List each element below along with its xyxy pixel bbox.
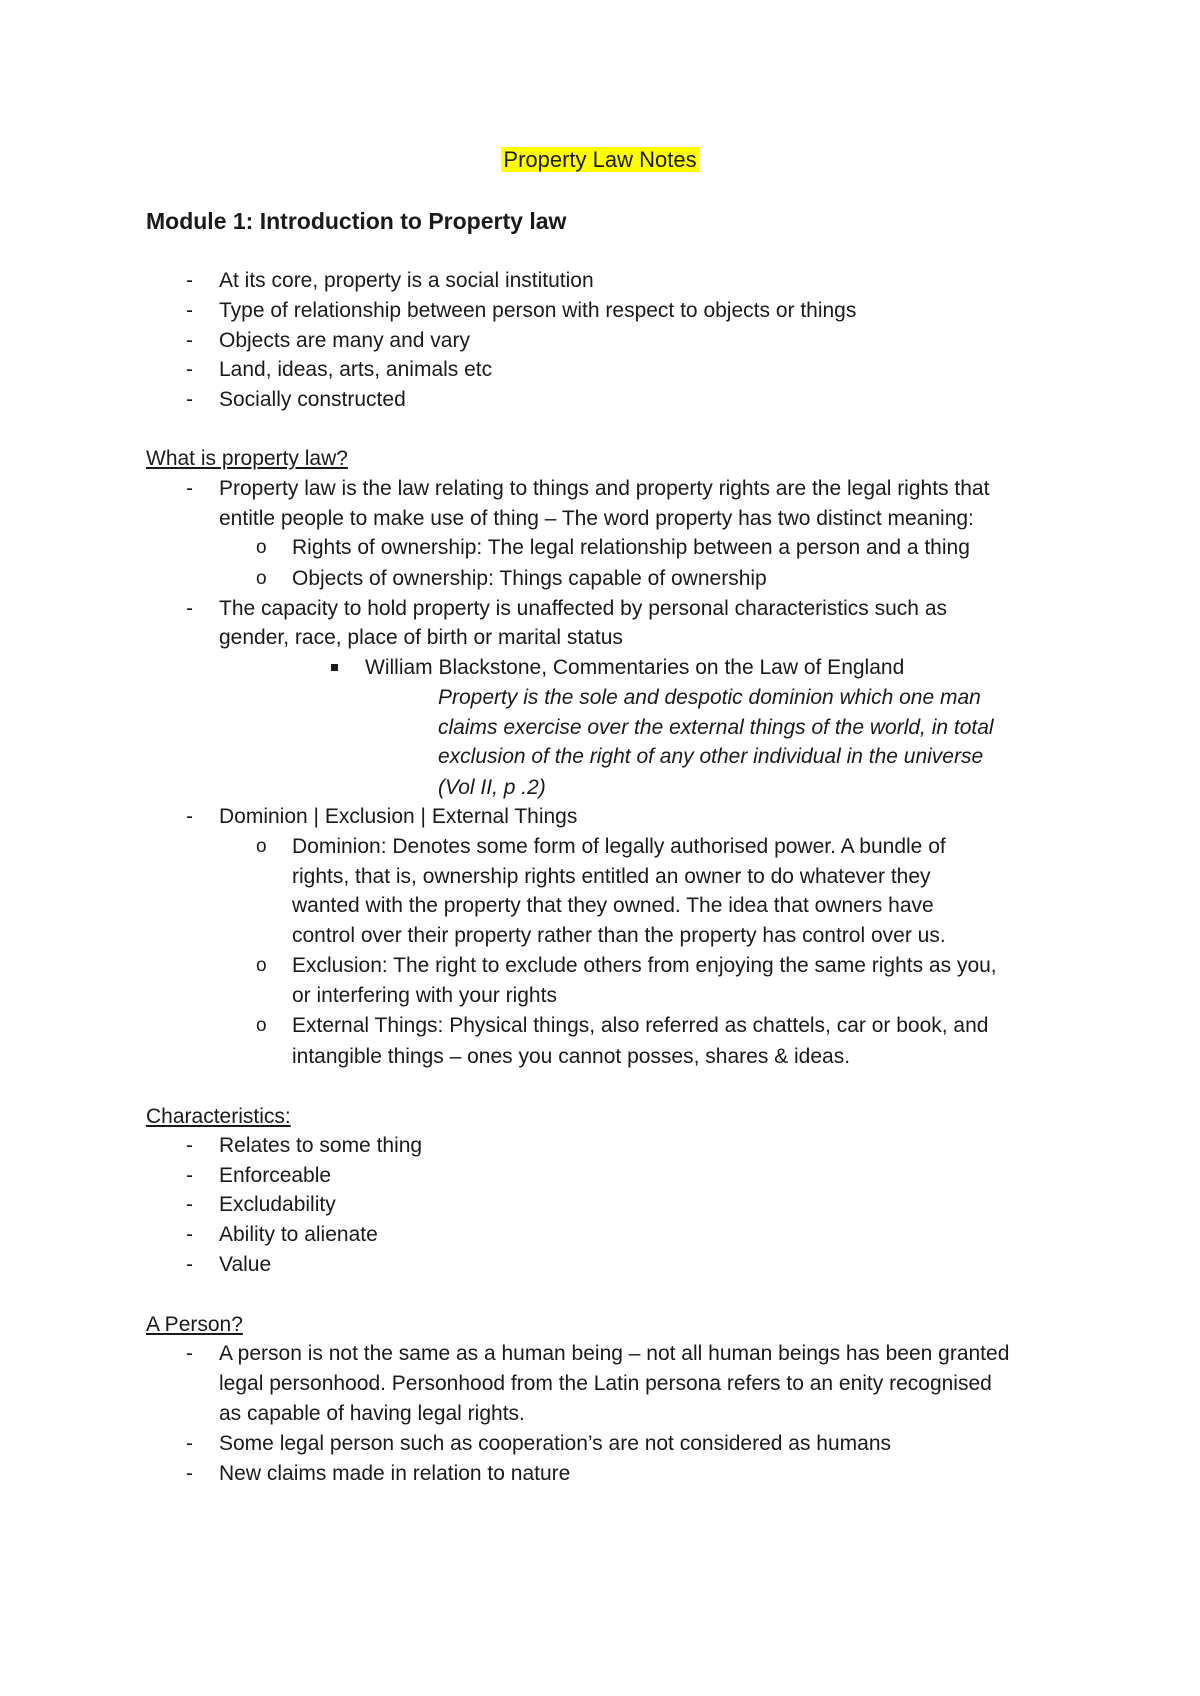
dash-marker: - (186, 477, 193, 500)
bullet-line: Some legal person such as cooperation’s are not considered as humans (219, 1432, 892, 1455)
intro-bullet: At its core, property is a social institution (219, 269, 594, 292)
dash-marker: - (186, 1462, 193, 1485)
circle-marker: o (256, 568, 267, 589)
document-title: Property Law Notes (503, 147, 697, 172)
bullet-line: gender, race, place of birth or marital status (219, 626, 623, 649)
sub-bullet: rights, that is, ownership rights entitled an owner to do whatever they (292, 865, 931, 888)
characteristic-item: Value (219, 1253, 272, 1276)
dash-marker: - (186, 299, 193, 322)
square-bullet-icon (331, 664, 338, 671)
quote-line: Property is the sole and despotic dominion which one man (438, 686, 981, 709)
circle-marker: o (256, 537, 267, 558)
bullet-line: A person is not the same as a human being – not all human beings has been granted (219, 1342, 1010, 1365)
sub-bullet: Dominion: Denotes some form of legally authorised power. A bundle of (292, 835, 946, 858)
section-heading-characteristics: Characteristics: (146, 1105, 291, 1128)
sub-bullet: External Things: Physical things, also referred as chattels, car or book, and (292, 1014, 989, 1037)
intro-bullet: Objects are many and vary (219, 329, 470, 352)
dash-marker: - (186, 1193, 193, 1216)
dash-marker: - (186, 388, 193, 411)
characteristic-item: Relates to some thing (219, 1134, 423, 1157)
sub-bullet: or interfering with your rights (292, 984, 557, 1007)
dash-marker: - (186, 1253, 193, 1276)
dash-marker: - (186, 1432, 193, 1455)
dash-marker: - (186, 805, 193, 828)
bullet-line: Dominion | Exclusion | External Things (219, 805, 578, 828)
sub-bullet: Objects of ownership: Things capable of ownership (292, 567, 767, 590)
dash-marker: - (186, 1134, 193, 1157)
dash-marker: - (186, 269, 193, 292)
bullet-line: legal personhood. Personhood from the Latin persona refers to an enity recognised (219, 1372, 992, 1395)
sub-bullet: Rights of ownership: The legal relationship between a person and a thing (292, 536, 970, 559)
bullet-line: New claims made in relation to nature (219, 1462, 571, 1485)
sub-bullet: wanted with the property that they owned. The idea that owners have (292, 894, 934, 917)
characteristic-item: Excludability (219, 1193, 336, 1216)
section-heading-what-is-property-law: What is property law? (146, 447, 348, 470)
circle-marker: o (256, 1015, 267, 1036)
characteristic-item: Enforceable (219, 1164, 332, 1187)
sub-bullet: intangible things – ones you cannot posses, shares & ideas. (292, 1045, 851, 1068)
dash-marker: - (186, 358, 193, 381)
dash-marker: - (186, 1164, 193, 1187)
dash-marker: - (186, 1223, 193, 1246)
quote-line: (Vol II, p .2) (438, 776, 546, 799)
module-heading: Module 1: Introduction to Property law (146, 208, 567, 234)
sub-bullet: control over their property rather than the property has control over us. (292, 924, 946, 947)
dash-marker: - (186, 329, 193, 352)
section-heading-a-person: A Person? (146, 1313, 243, 1336)
sub-bullet: Exclusion: The right to exclude others from enjoying the same rights as you, (292, 954, 997, 977)
bullet-line: as capable of having legal rights. (219, 1402, 525, 1425)
quote-line: claims exercise over the external things of the world, in total (438, 716, 994, 739)
quote-source: William Blackstone, Commentaries on the Law of England (365, 656, 905, 679)
circle-marker: o (256, 955, 267, 976)
dash-marker: - (186, 1342, 193, 1365)
intro-bullet: Type of relationship between person with respect to objects or things (219, 299, 857, 322)
characteristic-item: Ability to alienate (219, 1223, 378, 1246)
intro-bullet: Land, ideas, arts, animals etc (219, 358, 493, 381)
bullet-line: Property law is the law relating to things and property rights are the legal rights that (219, 477, 990, 500)
bullet-line: entitle people to make use of thing – The word property has two distinct meaning: (219, 507, 974, 530)
title-row (0, 145, 1200, 175)
bullet-line: The capacity to hold property is unaffected by personal characteristics such as (219, 597, 947, 620)
quote-line: exclusion of the right of any other individual in the universe (438, 745, 984, 768)
dash-marker: - (186, 597, 193, 620)
circle-marker: o (256, 836, 267, 857)
intro-bullet: Socially constructed (219, 388, 406, 411)
